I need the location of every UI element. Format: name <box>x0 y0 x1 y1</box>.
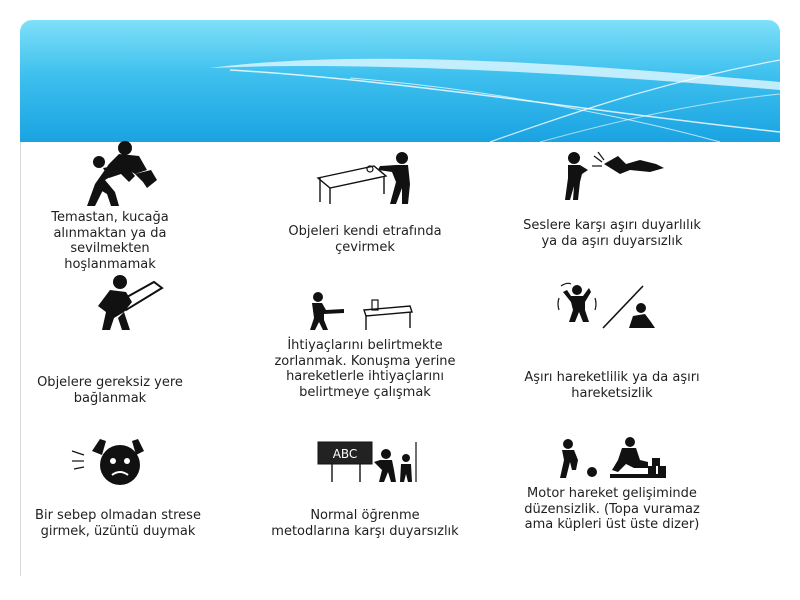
caption-object-attachment: Objelere gereksiz yere bağlanmak <box>37 375 183 406</box>
caption-learning-insensitivity: Normal öğrenme metodlarına karşı duyarsızlık <box>271 508 459 539</box>
person-loud-sound-icon <box>560 150 668 202</box>
active-passive-figures-icon <box>555 282 659 330</box>
caption-touch-aversion: Temastan, kucağa alınmaktan ya da sevilmekten hoşlanmamak <box>51 210 169 272</box>
person-pointing-table-icon <box>306 292 416 332</box>
caption-motor-development: Motor hareket gelişiminde düzensizlik. (Topa vuramaz ama küpleri üst üste dizer) <box>524 486 700 532</box>
header-banner <box>20 20 780 142</box>
caption-communication-difficulty: İhtiyaçlarını belirtmekte zorlanmak. Konuşma yerine hareketlerle ihtiyaçlarını belirtmeye çalışmak <box>274 338 456 400</box>
caption-activity-level: Aşırı hareketlilik ya da aşırı hareketsizlik <box>524 370 700 401</box>
abc-board-icon <box>312 440 420 484</box>
distressed-face-icon <box>70 437 165 487</box>
caption-stress: Bir sebep olmadan strese girmek, üzüntü duymak <box>35 508 201 539</box>
caption-sound-sensitivity: Seslere karşı aşırı duyarlılık ya da aşırı duyarsızlık <box>523 218 701 249</box>
caption-spinning-objects: Objeleri kendi etrafında çevirmek <box>288 224 442 255</box>
content-left-border <box>20 142 21 576</box>
person-holding-object-icon <box>84 272 166 332</box>
person-spinning-object-icon <box>312 150 417 205</box>
wave-lines-decoration <box>20 20 780 142</box>
ball-and-blocks-icon <box>556 436 668 480</box>
abc-board-text: ABC <box>332 447 358 461</box>
hugging-figures-icon <box>75 140 160 208</box>
